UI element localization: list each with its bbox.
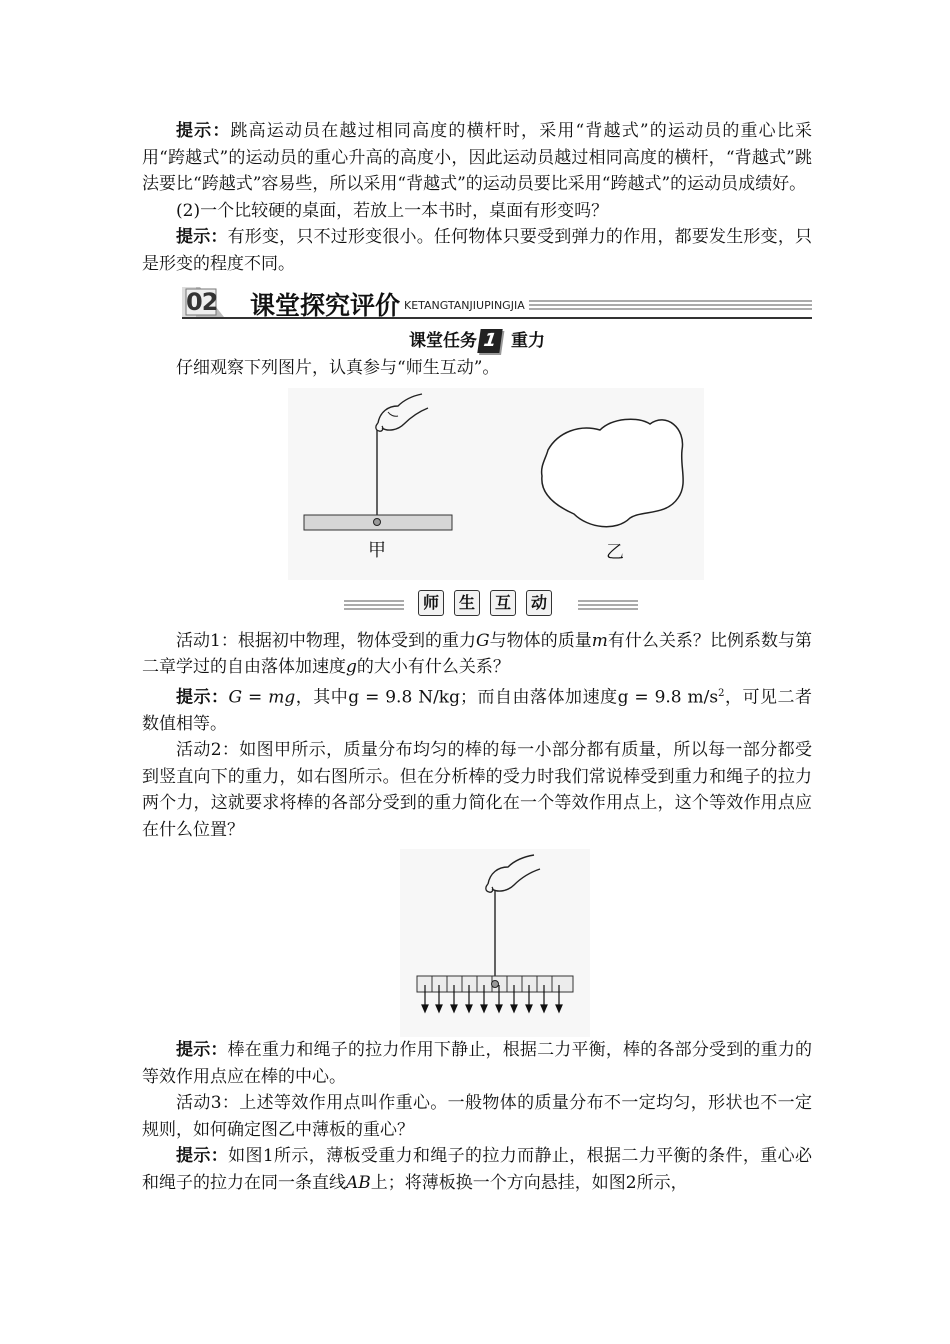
interaction-char-4: 动 bbox=[526, 590, 552, 616]
activity-1-text: 与物体的质量 bbox=[489, 630, 592, 651]
hint-paragraph-4 bbox=[142, 1143, 812, 1196]
activity-1-text: 有什么关系？比例系数与第二章学过的自由落体加速度 bbox=[142, 630, 813, 677]
var-m: m bbox=[591, 630, 608, 651]
figure-1-label-a: 甲 bbox=[368, 539, 386, 561]
activity-1-text: 根据初中物理，物体受到的重力 bbox=[237, 630, 477, 651]
figure-1-label-b: 乙 bbox=[606, 541, 624, 563]
activity-3 bbox=[142, 1090, 812, 1143]
hint-paragraph-3 bbox=[142, 1037, 812, 1090]
formula-G-mg: G = mg bbox=[228, 687, 296, 708]
hint-text: 有形变，只不过形变很小。任何物体只要受到弹力的作用，都要发生形变，只是形变的程度不同。 bbox=[142, 227, 813, 274]
activity-2-text: 如图甲所示，质量分布均匀的棒的每一小部分都有质量，所以每一部分都受到竖直向下的重力，如右图所示。但在分析棒的受力时我们常说棒受到重力和绳子的拉力两个力，这就要求将棒的各部分受到的重力简化在一个等效作用点上，这个等效作用点应在什么位置？ bbox=[142, 740, 812, 840]
interaction-char-1: 师 bbox=[418, 590, 444, 616]
activity-1-label: 活动1： bbox=[176, 630, 238, 651]
figure-1-drawing bbox=[142, 388, 812, 580]
activity-1 bbox=[142, 628, 812, 681]
interaction-banner bbox=[142, 586, 812, 624]
g-accel: g = 9.8 m/s bbox=[617, 687, 719, 708]
hint-label: 提示： bbox=[176, 121, 231, 141]
figure-1 bbox=[142, 388, 812, 580]
hint-1-text: ，可见二者数值相等。 bbox=[142, 687, 813, 734]
hint-1-text: ；而自由落体加速度 bbox=[459, 687, 618, 708]
g-value: g = 9.8 N/kg bbox=[348, 687, 460, 708]
intro-text: 仔细观察下列图片，认真参与“师生互动”。 bbox=[176, 358, 500, 378]
task-number-badge: 1 bbox=[477, 329, 502, 353]
section-banner bbox=[142, 283, 812, 323]
hint-paragraph-2 bbox=[142, 224, 812, 277]
interaction-char-3: 互 bbox=[490, 590, 516, 616]
hint-label: 提示： bbox=[176, 1146, 229, 1167]
section-pinyin: KETANGTANJIUPINGJIA bbox=[404, 299, 529, 312]
figure-2 bbox=[142, 849, 812, 1037]
page-content bbox=[142, 118, 812, 1196]
task-heading bbox=[142, 327, 812, 355]
figure-2-drawing bbox=[142, 849, 812, 1037]
hint-text: 如图1所示，薄板受重力和绳子的拉力而静止，根据二力平衡的条件，重心必和绳子的拉力在同一条直线 bbox=[142, 1146, 812, 1193]
hint-label: 提示： bbox=[176, 1040, 228, 1061]
section-number: 02 bbox=[186, 288, 218, 316]
task-prefix: 课堂任务 bbox=[409, 331, 477, 351]
var-g: g bbox=[346, 657, 357, 677]
activity-2 bbox=[142, 737, 812, 843]
activity-3-text: 上述等效作用点叫作重心。一般物体的质量分布不一定均匀，形状也不一定规则，如何确定图乙中薄板的重心？ bbox=[142, 1093, 812, 1140]
hint-1-text: ，其中 bbox=[295, 687, 349, 708]
interaction-char-2: 生 bbox=[454, 590, 480, 616]
task-name: 重力 bbox=[511, 331, 545, 351]
hint-1 bbox=[142, 681, 812, 738]
activity-3-label: 活动3： bbox=[176, 1093, 240, 1114]
section-title: 课堂探究评价 bbox=[250, 291, 401, 320]
var-G: G bbox=[476, 630, 490, 651]
activity-2-label: 活动2： bbox=[176, 740, 240, 761]
hint-text: 上；将薄板换一个方向悬挂，如图2所示， bbox=[370, 1172, 688, 1193]
exponent: 2 bbox=[718, 687, 725, 699]
question-2: (2)一个比较硬的桌面，若放上一本书时，桌面有形变吗？ bbox=[176, 200, 609, 221]
hint-text: 跳高运动员在越过相同高度的横杆时，采用“背越式”的运动员的重心比采用“跨越式”的运动员的重心升高的高度小，因此运动员越过相同高度的横杆，“背越式”跳法要比“跨越式”容易些，所以采用“背越式”的运动员要比采用“跨越式”的运动员成绩好。 bbox=[142, 121, 812, 194]
var-AB: AB bbox=[346, 1172, 371, 1193]
hint-text: 棒在重力和绳子的拉力作用下静止，根据二力平衡，棒的各部分受到的重力的等效作用点应在棒的中心。 bbox=[142, 1040, 813, 1087]
activity-1-text: 的大小有什么关系？ bbox=[356, 657, 510, 677]
hint-label: 提示： bbox=[176, 227, 228, 247]
hint-label: 提示： bbox=[176, 687, 229, 708]
hint-paragraph-1 bbox=[142, 118, 812, 198]
